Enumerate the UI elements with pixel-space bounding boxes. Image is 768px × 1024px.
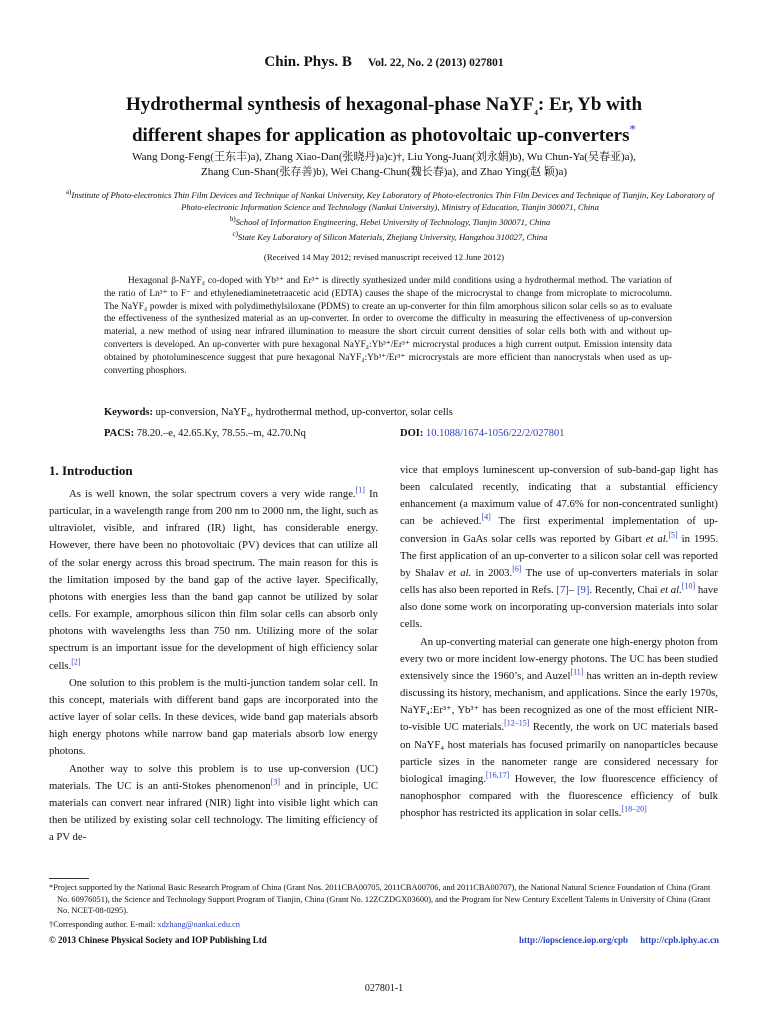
text-span: Another way to solve this problem is to use up-conversion (UC) materials. The UC is an anti-Stokes phenomenon — [49, 762, 378, 792]
citation-link[interactable]: [18–20] — [621, 804, 647, 814]
citation-link[interactable]: [6] — [512, 564, 522, 574]
affiliations — [60, 186, 720, 243]
text-span: The first experimental implementation of up-conversion in GaAs solar cells was reported by Gibart — [400, 515, 718, 545]
text-span: et al. — [448, 566, 472, 579]
footnote-rule — [49, 878, 89, 879]
text-span: However, the low fluorescence efficiency of nanophosphor compared with the fluorescence efficiency of bulk phosphor has restricted its application in solar cells. — [400, 772, 718, 820]
text-span: . Recently, Chai — [589, 584, 661, 597]
pacs-label: PACS: — [104, 428, 135, 439]
text-span: has written an in-depth review discussing its history, mechanism, and applications. Since the early 1970s, NaYF₄:Er³⁺, Yb³⁺ has been recognized as one of the most efficient NIR-to-visible UC materials. — [400, 669, 718, 734]
text-span: et al. — [645, 532, 669, 545]
text-span: vice that employs luminescent up-conversion of sub-band-gap light has been calculated recently, indicating that a substantial efficiency enhancement (a maximum value of 47.6% for non-concentrated sunlight) can be achieved. — [400, 464, 718, 528]
paragraph: One solution to this problem is the multi-junction tandem solar cell. In this concept, materials with different band gaps are incorporated into the active layer of solar cells. In these devices, wide band gap materials absorb high energy photons while narrow band gap materials absorb low energy photons. — [49, 676, 378, 758]
keywords — [104, 407, 672, 418]
title-line1b: : Er, Yb with — [537, 94, 643, 115]
citation-link[interactable]: [16,17] — [485, 770, 510, 780]
text-span: in 1995. The first application of an up-converter to a silicon solar cell was reported by Shalav — [400, 532, 718, 579]
affiliation-a-mark: a) — [65, 188, 72, 196]
citation-link[interactable]: [5] — [668, 530, 678, 540]
keywords-text: up-conversion, NaYF₄, hydrothermal method, up-convertor, solar cells — [155, 407, 453, 418]
citation-link[interactable]: [7] — [556, 584, 569, 597]
affiliation-c-text: State Key Laboratory of Silicon Materials, Zhejiang University, Hangzhou 310027, China — [237, 231, 548, 242]
citation-link[interactable]: [2] — [71, 657, 81, 666]
authors-line2: Zhang Cun-Shan(张存善)b), Wei Chang-Chun(魏长春)a), and Zhao Ying(赵 颖)a) — [200, 166, 567, 178]
section-heading: 1. Introduction — [49, 463, 133, 478]
citation-link[interactable]: [11] — [570, 667, 584, 677]
citation-link[interactable]: [12–15] — [504, 718, 530, 728]
doi-link[interactable]: 10.1088/1674-1056/22/2/027801 — [425, 428, 565, 439]
journal-header — [0, 53, 768, 71]
pacs — [104, 428, 404, 439]
title-footnote-mark[interactable]: * — [629, 121, 636, 137]
doi-label: DOI: — [400, 428, 424, 439]
journal-name: Chin. Phys. B — [264, 54, 352, 70]
paragraph — [49, 761, 378, 847]
abstract: Hexagonal β-NaYF₄ co-doped with Yb³⁺ and Er³⁺ is directly synthesized under mild conditions using a hydrothermal method. The variation of the ratio of Ln³⁺ to F⁻ and ethylenediaminetetraacetic acid (EDTA) causes the shape of the microcrystal to change from microplate to microcolumn. The NaYF₄ powder is mixed with polydimethylsiloxane (PDMS) to create an up-converter for thin film amorphous silicon solar cells so as to evaluate the effectiveness of the synthesized material as an up-converter. In order to overcome the difficulty in measuring the effectiveness of up-conversion material, a new method of using near infrared illumination to measure the short circuit current densities of solar cells both with and without up-converters is developed. An up-converter with pure hexagonal NaYF₄:Yb³⁺/Er³⁺ microcrystal produces a high current output. Emission intensity data obtained by photoluminescence suggest that pure hexagonal NaYF₄:Yb³⁺/Er³⁺ microcrystals are more efficient than nanocrystals when used as up-converting phosphors. — [104, 276, 672, 376]
affiliation-a — [60, 186, 720, 213]
affiliation-c-mark: c) — [232, 229, 238, 238]
citation-link[interactable]: [3] — [270, 777, 281, 787]
doi — [400, 428, 700, 439]
citation-link[interactable]: [10] — [681, 581, 696, 591]
paragraph — [400, 634, 718, 823]
footnote-project: *Project supported by the National Basic Research Program of China (Grant Nos. 2011CBA00705, 2011CBA00706, and 2011CBA00707), the National Natural Science Foundation of China (Grant No. 60976051), the Science and Technology Support Program of Tianjin, China (Grant No. 12ZCZDGX03600), and the Program for New Century Excellent Talents in University of China (Grant No. NCET-08-0295). — [49, 883, 711, 915]
text-span: As is well known, the solar spectrum covers a very wide range. — [69, 488, 356, 500]
text-span: have also done some work on incorporating up-conversion materials into solar cells. — [400, 584, 719, 631]
email-link[interactable]: xdzhang@nankai.edu.cn — [157, 919, 240, 929]
paragraph — [400, 462, 718, 634]
footnotes — [49, 882, 719, 932]
text-span: An up-converting material can generate one high-energy photon from every two or more incident low-energy photons. The UC has been studied extensively since the 1960’s, and Auzel — [400, 635, 718, 682]
footnote-corresponding-label: †Corresponding author. E-mail: — [49, 919, 158, 929]
citation-link[interactable]: [4] — [481, 512, 491, 522]
paper-title — [60, 93, 708, 147]
affiliation-b-mark: b) — [229, 214, 236, 223]
affiliation-b — [60, 213, 720, 228]
iopscience-link[interactable]: http://iopscience.iop.org/cpb — [518, 935, 628, 945]
affiliation-a-text: Institute of Photo-electronics Thin Film Devices and Technique of Nankai University, Key Laboratory of Photo-electronics Thin Film Devices and Technique of Tianjin, Key Laboratory of Photo-electronic Information Science and Technology (Nankai University), Ministry of Education, Tianjin 300071, China — [71, 189, 715, 212]
title-subscript: 4 — [534, 107, 538, 117]
received-date: (Received 14 May 2012; revised manuscript received 12 June 2012) — [263, 252, 505, 262]
pacs-text: 78.20.–e, 42.65.Ky, 78.55.–m, 42.70.Nq — [136, 428, 306, 439]
footer-urls — [440, 935, 719, 945]
authors-line1: Wang Dong-Feng(王东丰)a), Zhang Xiao-Dan(张晓丹)a)c)†, Liu Yong-Juan(刘永娟)b), Wu Chun-Ya(吴春亚)a), — [132, 151, 636, 163]
citation-link[interactable]: [9] — [576, 584, 590, 597]
right-column — [400, 462, 718, 822]
journal-volume: Vol. 22, No. 2 (2013) 027801 — [367, 57, 504, 69]
keywords-label: Keywords: — [104, 407, 153, 418]
page-number: 027801-1 — [364, 983, 404, 994]
text-span: – — [568, 584, 577, 597]
citation-link[interactable]: [1] — [355, 485, 365, 495]
text-span: in 2003. — [471, 566, 513, 579]
text-span: Recently, the work on UC materials based on NaYF₄ host materials has focused primarily on nanoparticles because particle sizes in the nanometer range are considered necessary for biological imaging. — [400, 721, 718, 785]
author-list — [60, 150, 708, 180]
left-column — [49, 462, 378, 846]
text-span: et al. — [660, 584, 682, 597]
title-line1: Hydrothermal synthesis of hexagonal-phase NaYF — [125, 94, 535, 115]
copyright: © 2013 Chinese Physical Society and IOP Publishing Ltd — [49, 935, 267, 945]
footnote-corresponding — [49, 919, 719, 931]
text-span: In particular, in a wavelength range from 200 nm to 2000 nm, the light, such as ultraviolet, visible, and infrared (IR) light, has considerable energy. However, there have been no photovoltaic (PV) devices that can utilize all of the solar energy across this broad spectrum. The main reason for this is the limitation imposed by the band gap of the active layer. Specifically, photons with energies less than the band gap cannot be utilized by solar cells. For example, amorphous silicon thin film solar cells can absorb only photons with wavelengths less than 750 nm. Utilizing more of the solar spectrum is an important issue for the development of high efficiency solar cells. — [49, 488, 378, 672]
text-span: The use of up-converters materials in solar cells has also been reported in Refs. — [400, 566, 718, 597]
title-line2: different shapes for application as photovoltaic up-converters — [131, 124, 630, 146]
paragraph — [49, 486, 378, 675]
affiliation-c — [60, 228, 720, 243]
text-span: and in principle, UC materials can convert near infrared (NIR) light into visible light which can then be utilized by existing solar cell technology. The limiting efficiency of a PV de- — [49, 779, 378, 844]
affiliation-b-text: School of Information Engineering, Hebei University of Technology, Tianjin 300071, China — [235, 216, 551, 227]
cpb-link[interactable]: http://cpb.iphy.ac.cn — [640, 935, 719, 945]
